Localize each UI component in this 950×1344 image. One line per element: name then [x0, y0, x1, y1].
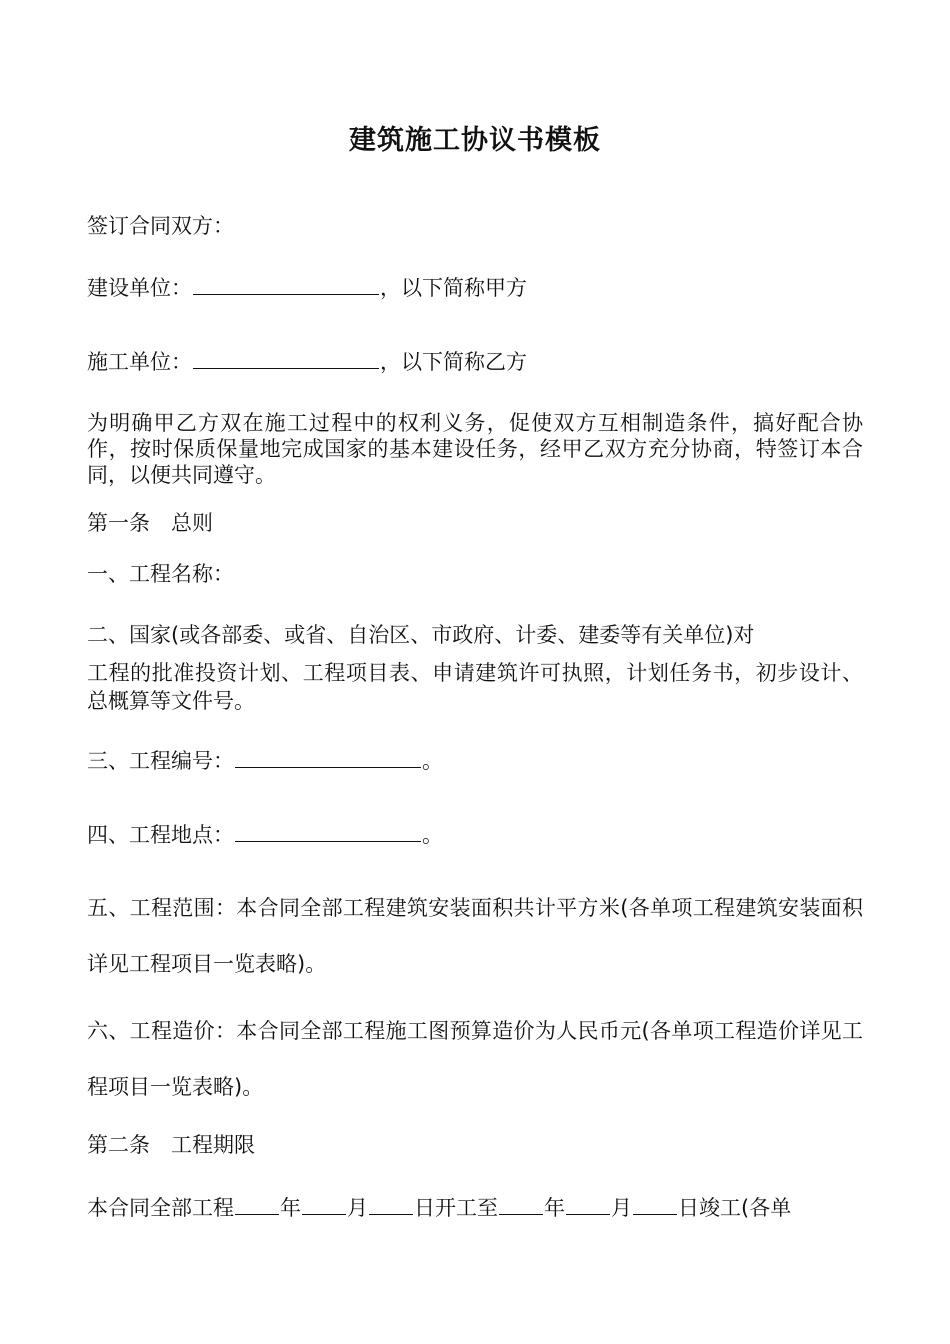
item-4-label: 四、工程地点：	[87, 823, 234, 847]
item-3-label: 三、工程编号：	[87, 749, 234, 773]
end-day-label: 日竣工(各单	[678, 1196, 792, 1220]
party-a-suffix: ，以下简称甲方	[380, 276, 527, 300]
start-year-label: 年	[280, 1196, 301, 1220]
party-a-label: 建设单位：	[87, 276, 192, 300]
parties-heading: 签订合同双方：	[87, 214, 234, 238]
item-3-line	[87, 745, 867, 775]
end-day-blank	[633, 1192, 677, 1215]
item-5-paragraph: 五、工程范围：本合同全部工程建筑安装面积共计平方米(各单项工程建筑安装面积详见工程项目一览表略)。	[87, 896, 863, 976]
party-b-line	[87, 346, 867, 376]
end-month-blank	[566, 1192, 610, 1215]
document-title: 建筑施工协议书模板	[349, 125, 601, 156]
start-year-blank	[235, 1192, 279, 1215]
item-3-blank	[235, 745, 421, 768]
start-day-label: 日开工至	[414, 1196, 498, 1220]
item-3-suffix: 。	[422, 749, 443, 773]
party-b-label: 施工单位：	[87, 350, 192, 374]
item-1-project-name: 一、工程名称：	[87, 562, 234, 586]
item-4-blank	[235, 819, 421, 842]
item-2-line-2: 工程的批准投资计划、工程项目表、申请建筑许可执照，计划任务书，初步设计、总概算等文件号。	[87, 661, 863, 713]
end-month-label: 月	[611, 1196, 632, 1220]
party-a-line	[87, 272, 867, 302]
item-2-line-1: 二、国家(或各部委、或省、自治区、市政府、计委、建委等有关单位)对	[87, 623, 755, 647]
item-4-line	[87, 819, 867, 849]
start-day-blank	[369, 1192, 413, 1215]
start-month-blank	[302, 1192, 346, 1215]
start-month-label: 月	[347, 1196, 368, 1220]
item-4-suffix: 。	[422, 823, 443, 847]
period-line	[87, 1192, 867, 1222]
item-6-paragraph: 六、工程造价：本合同全部工程施工图预算造价为人民币元(各单项工程造价详见工程项目一览表略)。	[87, 1019, 863, 1099]
party-b-blank	[193, 346, 379, 369]
intro-paragraph: 为明确甲乙方双在施工过程中的权利义务，促使双方互相制造条件，搞好配合协作，按时保质保量地完成国家的基本建设任务，经甲乙双方充分协商，特签订本合同，以便共同遵守。	[87, 411, 863, 487]
period-prefix: 本合同全部工程	[87, 1196, 234, 1220]
end-year-label: 年	[544, 1196, 565, 1220]
end-year-blank	[499, 1192, 543, 1215]
article-1-heading: 第一条 总则	[87, 511, 213, 535]
party-b-suffix: ，以下简称乙方	[380, 350, 527, 374]
article-2-heading: 第二条 工程期限	[87, 1133, 255, 1157]
party-a-blank	[193, 272, 379, 295]
